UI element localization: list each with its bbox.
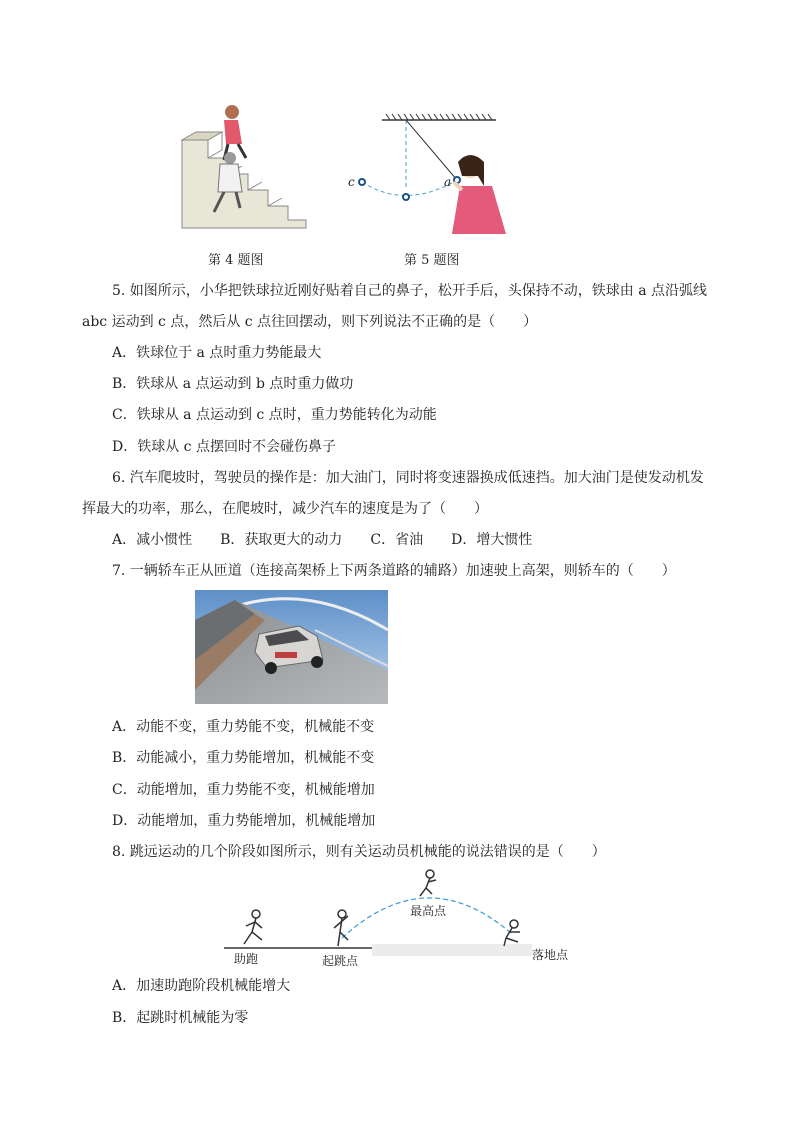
q7-stem: 7. 一辆轿车正从匝道（连接高架桥上下两条道路的辅路）加速驶上高架，则轿车的（ ）: [112, 563, 676, 579]
q5-option-b: B．铁球从 a 点运动到 b 点时重力做功: [112, 376, 354, 392]
q5-stem-line1: 5. 如图所示，小华把铁球拉近刚好贴着自己的鼻子，松开手后，头保持不动，铁球由 a 点沿弧线: [112, 283, 708, 299]
figure-8-long-jump: [222, 866, 542, 962]
q5-option-a: A．铁球位于 a 点时重力势能最大: [112, 345, 322, 361]
q8-option-a: A．加速助跑阶段机械能增大: [112, 978, 291, 994]
q5-option-d: D．铁球从 c 点摆回时不会碰伤鼻子: [112, 439, 336, 455]
figure-5-pendulum: [342, 110, 520, 240]
q7-option-b: B．动能减小，重力势能增加，机械能不变: [112, 750, 375, 766]
q6-options: A．减小惯性 B．获取更大的动力 C．省油 D．增大惯性: [112, 532, 533, 548]
label-a: a: [444, 175, 452, 189]
label-jump: 起跳点: [322, 954, 359, 968]
q5-option-c: C．铁球从 a 点运动到 c 点时，重力势能转化为动能: [112, 407, 437, 423]
label-top: 最高点: [410, 904, 447, 918]
figure-4-caption: 第 4 题图: [208, 253, 264, 268]
label-c: c: [348, 175, 355, 189]
q7-option-a: A．动能不变，重力势能不变，机械能不变: [112, 719, 375, 735]
q6-stem-line1: 6. 汽车爬坡时，驾驶员的操作是：加大油门，同时将变速器换成低速挡。加大油门是使发动机发: [112, 470, 704, 486]
label-run: 助跑: [234, 952, 259, 966]
q6-stem-line2: 挥最大的功率，那么，在爬坡时，减少汽车的速度是为了（ ）: [82, 501, 488, 517]
figure-7-car-photo: [195, 590, 388, 704]
figure-4-stairs: [178, 100, 310, 230]
q7-option-c: C．动能增加，重力势能不变，机械能增加: [112, 782, 375, 798]
q7-option-d: D．动能增加，重力势能增加，机械能增加: [112, 813, 376, 829]
q8-stem: 8. 跳远运动的几个阶段如图所示，则有关运动员机械能的说法错误的是（ ）: [112, 844, 606, 860]
label-land: 落地点: [532, 948, 569, 962]
q5-stem-line2: abc 运动到 c 点，然后从 c 点往回摆动，则下列说法不正确的是（ ）: [82, 314, 538, 330]
figure-5-caption: 第 5 题图: [404, 253, 460, 268]
q8-option-b: B．起跳时机械能为零: [112, 1010, 249, 1026]
